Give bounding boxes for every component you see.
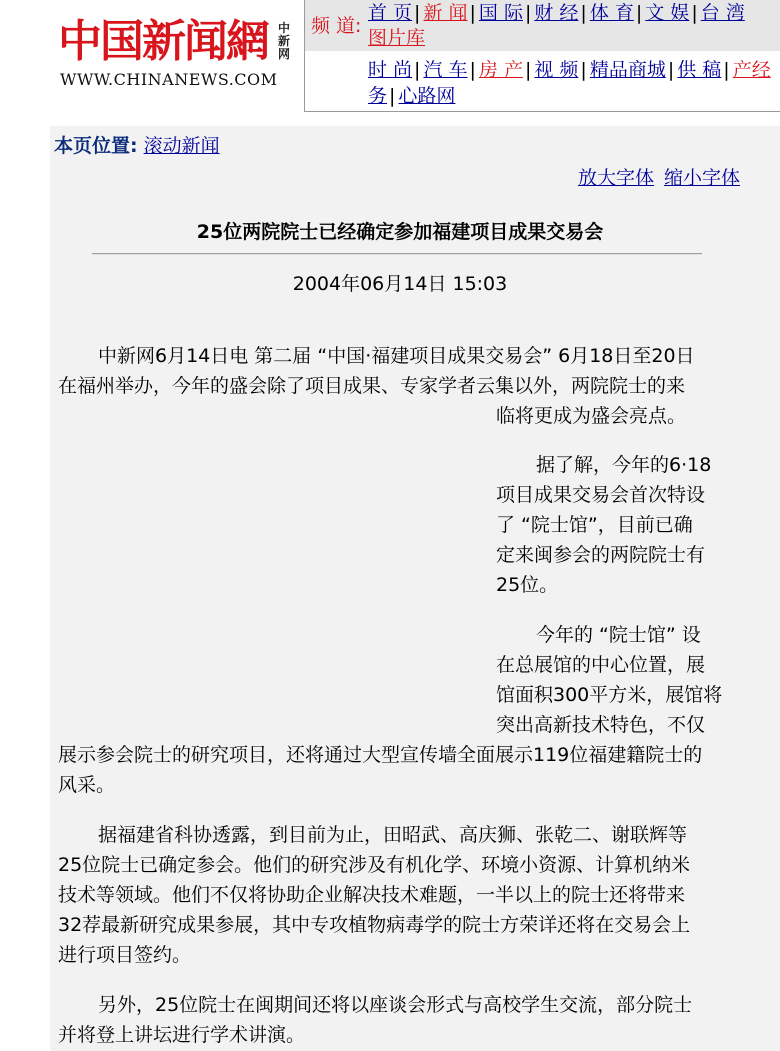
channel-link-3[interactable]: 财 经 <box>534 2 579 24</box>
title-divider <box>92 253 702 255</box>
nav-separator: | <box>580 59 587 81</box>
logo-url: WWW.CHINANEWS.COM <box>60 70 278 89</box>
nav-separator: | <box>524 2 532 24</box>
channel-link-2[interactable]: 国 际 <box>478 2 523 24</box>
channel-link-0[interactable]: 务 <box>368 85 388 107</box>
article-paragraph-2 <box>496 450 756 600</box>
paragraph-line: 今年的 “院士馆” 设 <box>536 624 701 646</box>
breadcrumb-label: 本页位置: <box>54 135 138 157</box>
paragraph-line: 定来闽参会的两院院士有 <box>496 544 706 566</box>
channel-link-6[interactable]: 台 湾 <box>700 2 745 24</box>
nav-separator: | <box>469 2 476 24</box>
channel-link-4[interactable]: 精品商城 <box>589 59 666 81</box>
channel-nav <box>304 0 780 112</box>
article-paragraph-1 <box>58 341 738 431</box>
paragraph-line: 在福州举办，今年的盛会除了项目成果、专家学者云集以外，两院院士的来 <box>58 375 686 397</box>
channel-link-2[interactable]: 房 产 <box>478 59 523 81</box>
article-paragraph-3 <box>58 620 738 800</box>
paragraph-line: 另外，25位院士在闽期间还将以座谈会形式与高校学生交流，部分院士 <box>98 994 693 1016</box>
paragraph-line: 进行项目签约。 <box>58 944 192 966</box>
paragraph-line: 了 “院士馆”，目前已确 <box>496 514 693 536</box>
paragraph-line: 突出高新技术特色，不仅 <box>496 714 706 736</box>
channel-row-1 <box>368 1 745 25</box>
nav-separator: | <box>723 59 730 81</box>
logo-wordmark: 中国新闻網 <box>58 16 268 67</box>
channel-link-5[interactable]: 文 娱 <box>645 2 690 24</box>
channel-row-2 <box>368 58 771 82</box>
channel-link-3[interactable]: 视 频 <box>534 59 579 81</box>
paragraph-line: 展示参会院士的研究项目，还将通过大型宣传墙全面展示119位福建籍院士的 <box>58 744 703 766</box>
channel-label: 频 道: <box>311 15 362 37</box>
paragraph-line: 据福建省科协透露，到目前为止，田昭武、高庆狮、张乾二、谢联辉等 <box>98 824 688 846</box>
shrink-font-link[interactable]: 缩小字体 <box>663 167 740 189</box>
article-paragraph-5 <box>58 990 738 1050</box>
article-paragraph-4 <box>58 820 738 970</box>
nav-separator: | <box>524 59 532 81</box>
channel-link-0[interactable]: 时 尚 <box>368 59 413 81</box>
breadcrumb-link-rolling-news[interactable]: 滚动新闻 <box>143 135 220 157</box>
enlarge-font-link[interactable]: 放大字体 <box>577 167 654 189</box>
nav-separator: | <box>635 2 643 24</box>
paragraph-line: 25位院士已确定参会。他们的研究涉及有机化学、环境小资源、计算机纳米 <box>58 854 691 876</box>
paragraph-line: 在总展馆的中心位置，展 <box>496 654 706 676</box>
breadcrumb <box>54 131 220 158</box>
nav-separator: | <box>580 2 587 24</box>
channel-link-6[interactable]: 产经 <box>732 59 771 81</box>
paragraph-line: 中新网6月14日电 第二届 “中国·福建项目成果交易会” 6月18日至20日 <box>98 345 695 367</box>
nav-separator: | <box>414 2 421 24</box>
channel-link-1[interactable]: 心路网 <box>398 85 456 107</box>
site-header <box>0 0 780 112</box>
paragraph-line: 并将登上讲坛进行学术讲演。 <box>58 1024 306 1046</box>
nav-separator: | <box>414 59 421 81</box>
paragraph-line: 馆面积300平方米，展馆将 <box>496 684 723 706</box>
channel-link-1[interactable]: 新 闻 <box>423 2 468 24</box>
nav-separator: | <box>691 2 698 24</box>
channel-link-photos[interactable]: 图片库 <box>368 27 426 49</box>
channel-row-1b <box>368 26 425 50</box>
article-date: 2004年06月14日 15:03 <box>292 273 508 295</box>
paragraph-line: 项目成果交易会首次特设 <box>496 484 706 506</box>
paragraph-line: 临将更成为盛会亮点。 <box>496 405 687 427</box>
channel-link-0[interactable]: 首 页 <box>368 2 413 24</box>
channel-link-5[interactable]: 供 稿 <box>677 59 722 81</box>
channel-row-2b <box>368 84 455 108</box>
font-size-controls <box>568 163 740 190</box>
channel-link-4[interactable]: 体 育 <box>589 2 634 24</box>
logo-side-text: 中新网 <box>278 21 291 61</box>
paragraph-line: 25位。 <box>496 574 559 596</box>
article-page <box>50 126 780 1051</box>
paragraph-line: 风采。 <box>58 774 116 796</box>
paragraph-line: 据了解，今年的6·18 <box>536 454 712 476</box>
nav-separator: | <box>667 59 675 81</box>
paragraph-line: 32荐最新研究成果参展，其中专攻植物病毒学的院士方荣详还将在交易会上 <box>58 914 691 936</box>
channel-link-1[interactable]: 汽 车 <box>423 59 468 81</box>
article-title: 25位两院院士已经确定参加福建项目成果交易会 <box>196 221 604 243</box>
nav-separator: | <box>469 59 476 81</box>
chinanews-logo[interactable] <box>56 14 300 94</box>
nav-separator: | <box>389 85 396 107</box>
paragraph-line: 技术等领域。他们不仅将协助企业解决技术难题，一半以上的院士还将带来 <box>58 884 686 906</box>
